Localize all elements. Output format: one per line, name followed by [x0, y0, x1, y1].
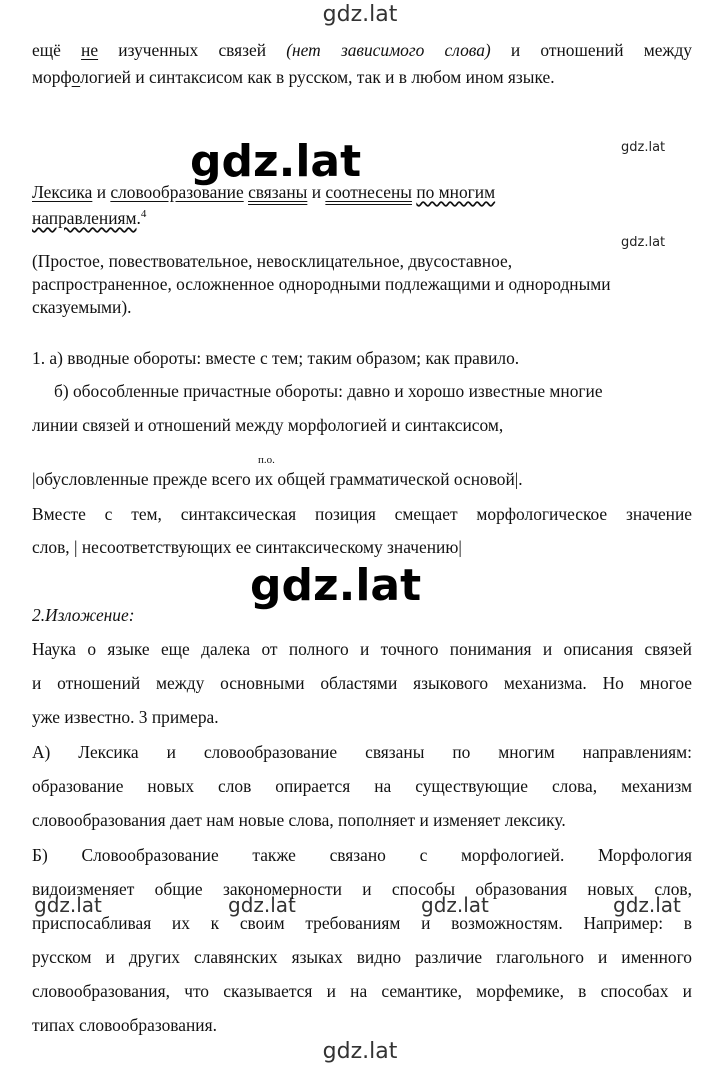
footnote-marker: 4: [140, 208, 147, 220]
task2-p3-line-3: приспосабливая их к своим требованиям и возможностям. Например: в: [32, 913, 692, 933]
watermark-row-1: gdz.lat: [34, 893, 102, 917]
watermark-large-2: gdz.lat: [250, 560, 422, 611]
intro-line-1: ещё не изученных связей (нет зависимого слова) и отношений между: [32, 40, 692, 60]
task1-b-line-5: слов, | несоответствующих ее синтаксическому значению|: [32, 537, 462, 557]
task2-p3-line-6: типах словообразования.: [32, 1015, 217, 1035]
task2-p3-line-2: видоизменяет общие закономерности и способы образования новых слов,: [32, 879, 692, 899]
watermark-large-1: gdz.lat: [190, 136, 362, 187]
watermark-top: gdz.lat: [322, 2, 398, 27]
task2-p3-line-4: русском и других славянских языках видно различие глагольного и именного: [32, 947, 692, 967]
italic-note: (нет зависимого слова): [286, 40, 491, 60]
watermark-bottom: gdz.lat: [322, 1039, 398, 1064]
watermark-row-2: gdz.lat: [228, 893, 296, 917]
watermark-row-4: gdz.lat: [613, 893, 681, 917]
watermark-small-right-1: gdz.lat: [621, 140, 666, 155]
predicate-2: соотнесены: [325, 182, 412, 202]
predicate-1: связаны: [248, 182, 308, 202]
task2-p3-line-5: словообразования, что сказывается и на семантике, морфемике, в способах и: [32, 981, 692, 1001]
task1-b-line-2: линии связей и отношений между морфологией и синтаксисом,: [32, 415, 504, 435]
parsed-sentence-line-1: Лексика и словообразование связаны и соотнесены по многим: [32, 182, 496, 202]
adverbial-1: по многим: [416, 182, 496, 202]
task1-a: 1. а) вводные обороты: вместе с тем; таким образом; как правило.: [32, 348, 520, 368]
task2-p2-line-3: словообразования дает нам новые слова, пополняет и изменяет лексику.: [32, 810, 566, 830]
task2-heading: 2.Изложение:: [32, 605, 135, 625]
characteristic-line-3: сказуемыми).: [32, 297, 132, 317]
subject-2: словообразование: [110, 182, 244, 202]
watermark-row-3: gdz.lat: [421, 893, 489, 917]
adverbial-2: направлениям: [32, 207, 137, 228]
subject-1: Лексика: [32, 182, 93, 202]
task1-b-line-1: б) обособленные причастные обороты: давно и хорошо известные многие: [54, 381, 603, 401]
characteristic-line-2: распространенное, осложненное однородными подлежащими и однородными: [32, 274, 611, 294]
task2-p3-line-1: Б) Словообразование также связано с морфологией. Морфология: [32, 845, 692, 865]
task2-p2-line-1: А) Лексика и словообразование связаны по многим направлениям:: [32, 742, 692, 762]
task2-p1-line-2: и отношений между основными областями языкового механизма. Но многое: [32, 673, 692, 693]
task2-p1-line-1: Наука о языке еще далека от полного и точного понимания и описания связей: [32, 639, 692, 659]
task2-p1-line-3: уже известно. 3 примера.: [32, 707, 219, 727]
task2-p2-line-2: образование новых слов опирается на существующие слова, механизм: [32, 776, 692, 796]
characteristic-line-1: (Простое, повествовательное, невосклицательное, двусоставное,: [32, 251, 513, 271]
underlined-particle: не: [81, 40, 99, 60]
watermark-small-right-2: gdz.lat: [621, 235, 666, 250]
intro-line-2: морфологией и синтаксисом как в русском, так и в любом ином языке.: [32, 67, 555, 87]
task1-b-line-4: Вместе с тем, синтаксическая позиция смещает морфологическое значение: [32, 504, 692, 524]
task1-b-line-3: |обусловленные прежде всего их общей грамматической основой|.: [32, 469, 523, 489]
parsed-sentence-line-2: направлениям.$^4$: [32, 207, 147, 228]
participial-phrase-label: п.о.: [258, 454, 275, 466]
